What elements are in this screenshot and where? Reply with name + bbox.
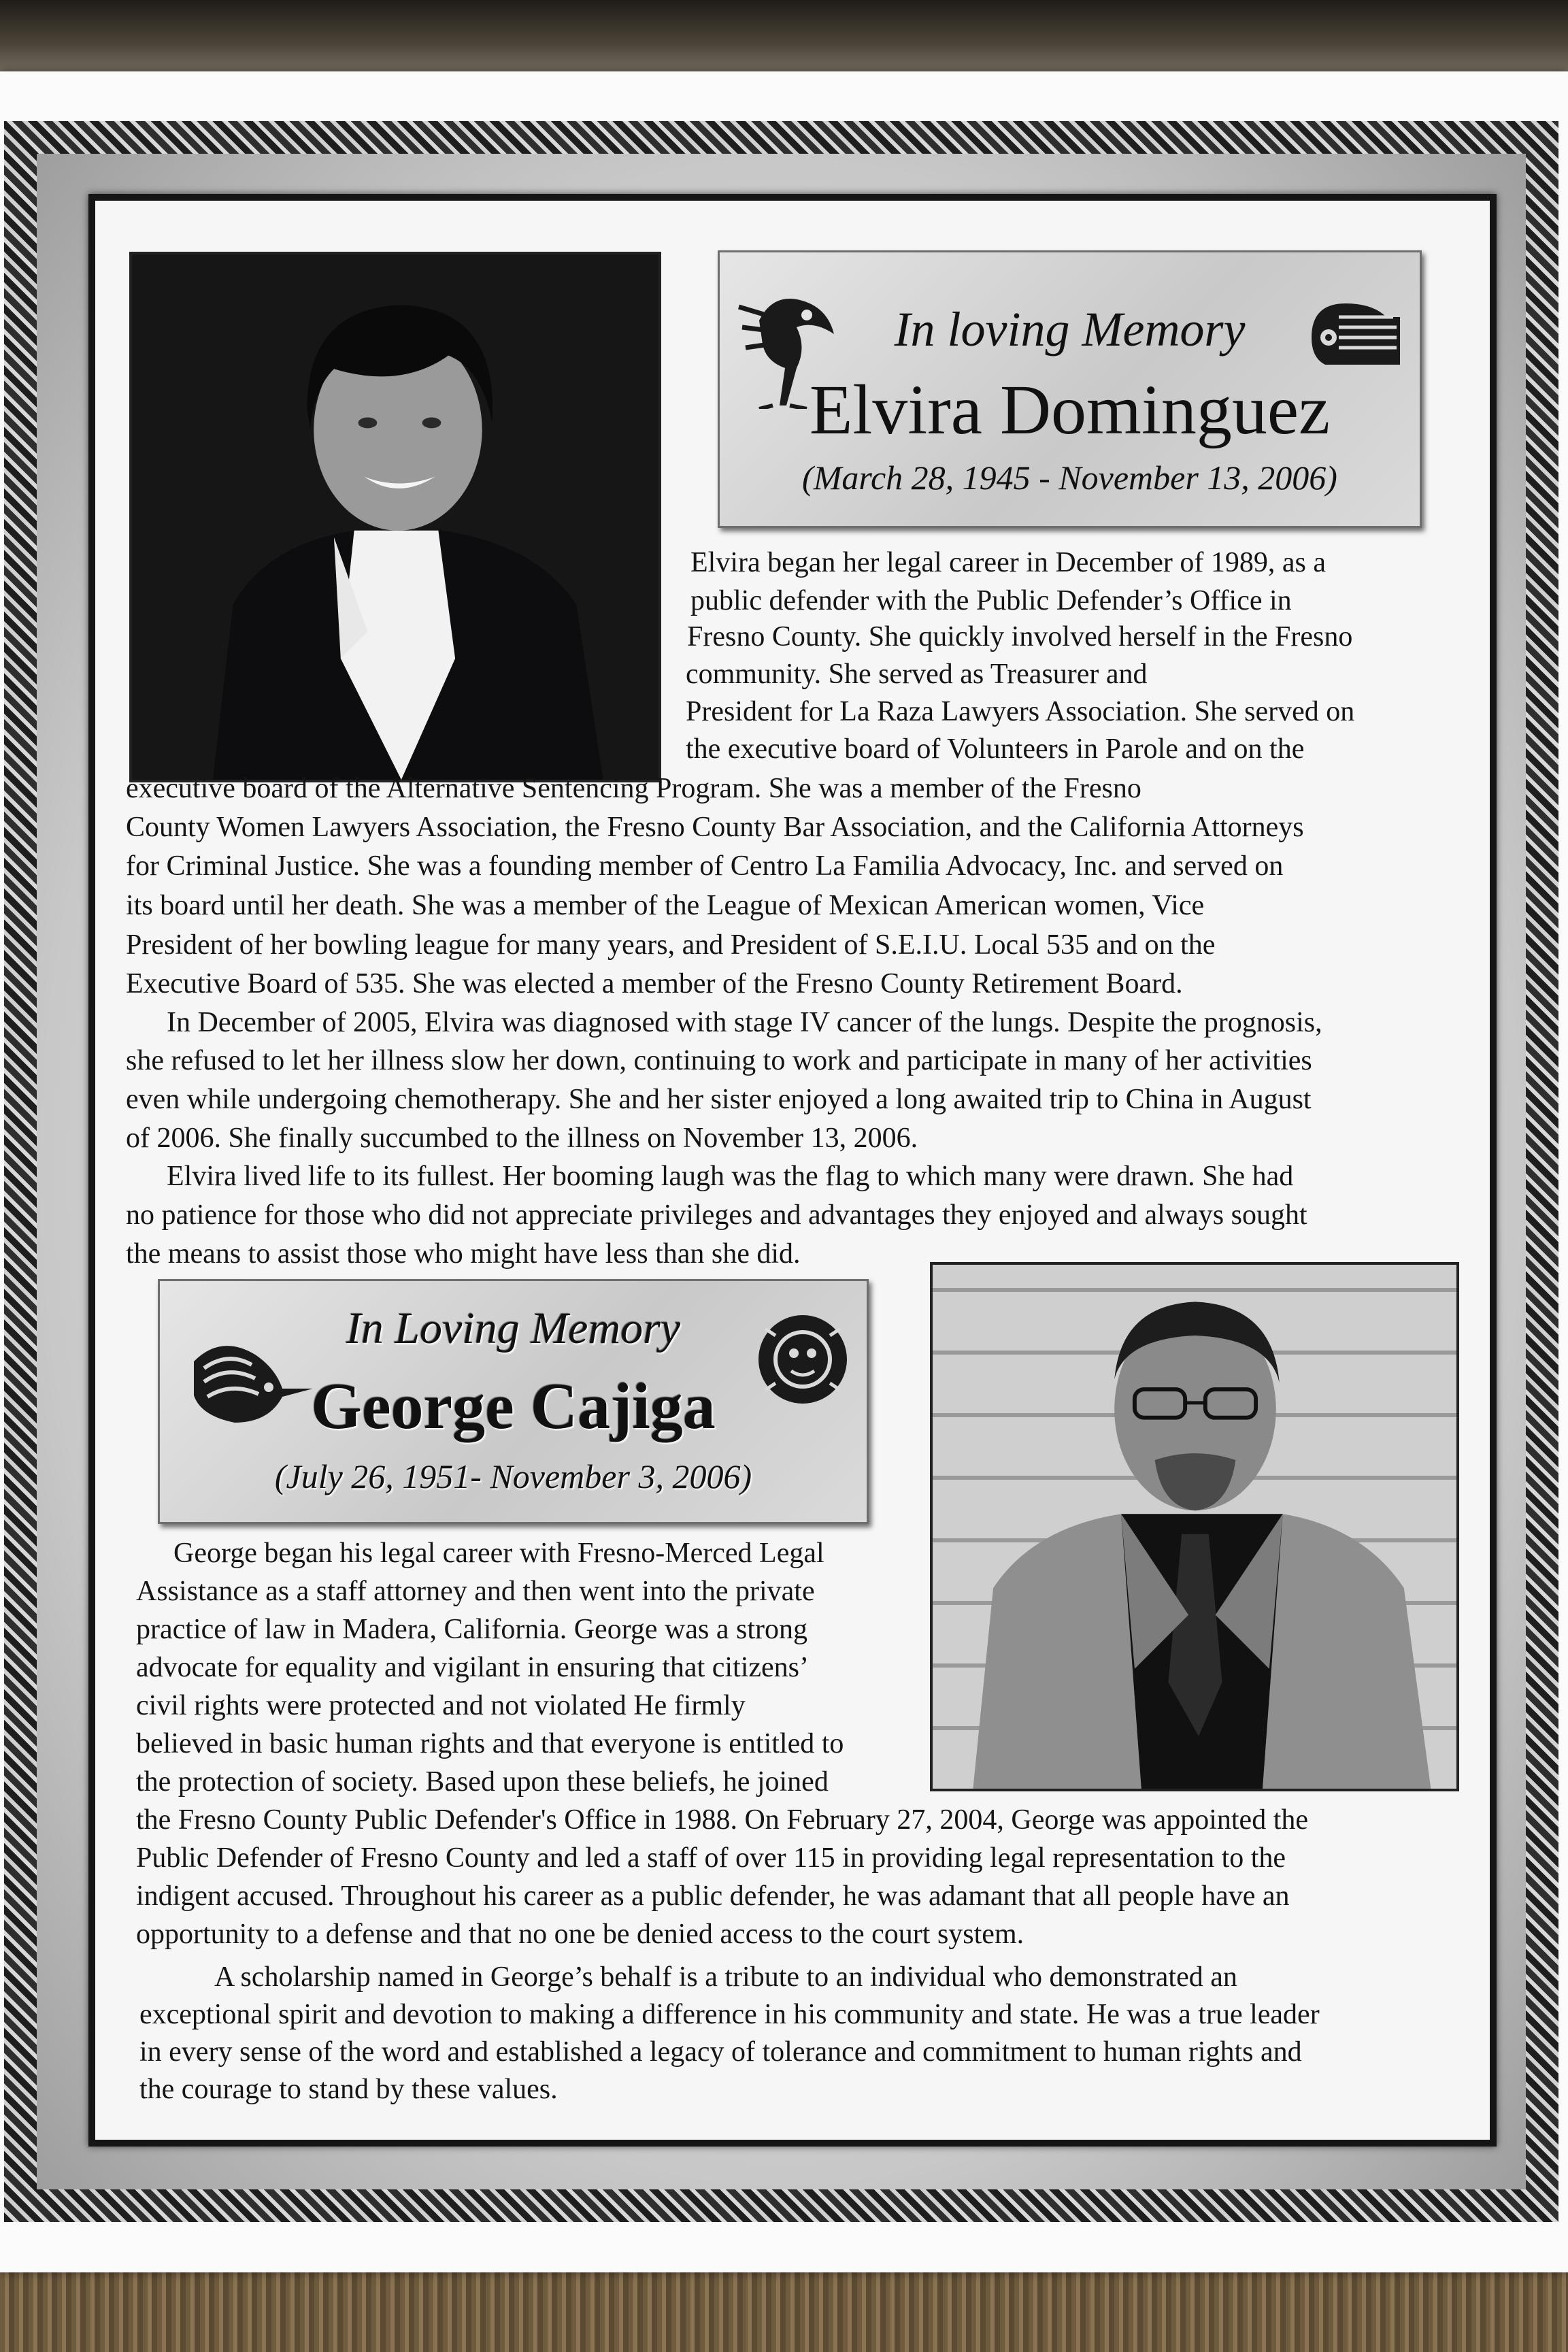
text-line: the means to assist those who might have less than she did. — [126, 1238, 801, 1270]
text-line: the courage to stand by these values. — [139, 2074, 558, 2105]
text-line: County Women Lawyers Association, the Fresno County Bar Association, and the California Attorneys — [126, 812, 1304, 843]
text-line: no patience for those who did not appreciate privileges and advantages they enjoyed and always sought — [126, 1199, 1307, 1231]
text-line: in every sense of the word and established a legacy of tolerance and commitment to human rights and — [139, 2036, 1302, 2068]
text-line: Elvira lived life to its fullest. Her booming laugh was the flag to which many were drawn. She had — [167, 1161, 1294, 1192]
text-line: practice of law in Madera, California. George was a strong — [136, 1614, 808, 1645]
portrait-woman-icon — [132, 254, 658, 780]
elvira-name: Elvira Dominguez — [809, 371, 1331, 449]
text-line: she refused to let her illness slow her down, continuing to work and participate in many of her activities — [126, 1045, 1312, 1076]
text-line: executive board of the Alternative Sentencing Program. She was a member of the Fresno — [126, 773, 1141, 804]
text-line: the Fresno County Public Defender's Office in 1988. On February 27, 2004, George was appointed the — [136, 1804, 1309, 1836]
elvira-memorial-plaque — [718, 250, 1422, 528]
text-line: public defender with the Public Defender’s Office in — [690, 585, 1292, 616]
text-line: for Criminal Justice. She was a founding member of Centro La Familia Advocacy, Inc. and served on — [126, 850, 1284, 882]
text-line: George began his legal career with Fresno-Merced Legal — [173, 1538, 824, 1569]
text-line: civil rights were protected and not violated He firmly — [136, 1690, 746, 1721]
george-name: George Cajiga — [311, 1370, 716, 1442]
text-line: exceptional spirit and devotion to making a difference in his community and state. He was a true leader — [139, 1999, 1320, 2030]
text-line: of 2006. She finally succumbed to the illness on November 13, 2006. — [126, 1123, 918, 1154]
portrait-man-icon — [933, 1265, 1456, 1789]
text-line: even while undergoing chemotherapy. She and her sister enjoyed a long awaited trip to China in August — [126, 1084, 1312, 1115]
george-portrait-photo — [930, 1262, 1459, 1791]
text-line: In December of 2005, Elvira was diagnosed with stage IV cancer of the lungs. Despite the prognosis, — [167, 1007, 1322, 1038]
text-line: Executive Board of 535. She was elected a member of the Fresno County Retirement Board. — [126, 968, 1183, 999]
text-line: the executive board of Volunteers in Parole and on the — [686, 733, 1305, 765]
text-line: Fresno County. She quickly involved herself in the Fresno — [687, 621, 1353, 652]
text-line: its board until her death. She was a member of the League of Mexican American women, Vice — [126, 890, 1205, 921]
text-line: advocate for equality and vigilant in ensuring that citizens’ — [136, 1652, 810, 1683]
text-line: Public Defender of Fresno County and led a staff of over 115 in providing legal representation to the — [136, 1842, 1286, 1874]
text-line: A scholarship named in George’s behalf is a tribute to an individual who demonstrated an — [214, 1961, 1237, 1993]
elvira-portrait-photo — [129, 252, 661, 782]
text-line: the protection of society. Based upon these beliefs, he joined — [136, 1766, 829, 1798]
background-ground-bottom — [0, 2266, 1568, 2352]
george-dates: (July 26, 1951- November 3, 2006) — [274, 1457, 752, 1495]
george-memory-heading: In Loving Memory — [346, 1304, 681, 1353]
text-line: Assistance as a staff attorney and then went into the private — [136, 1576, 815, 1607]
text-line: President of her bowling league for many years, and President of S.E.I.U. Local 535 and on the — [126, 929, 1216, 961]
text-line: indigent accused. Throughout his career as a public defender, he was adamant that all people have an — [136, 1881, 1290, 1912]
elvira-dates: (March 28, 1945 - November 13, 2006) — [802, 459, 1337, 497]
text-line: opportunity to a defense and that no one be denied access to the court system. — [136, 1919, 1024, 1950]
elvira-memory-heading: In loving Memory — [894, 302, 1246, 357]
text-line: community. She served as Treasurer and — [686, 659, 1148, 690]
text-line: President for La Raza Lawyers Association. She served on — [686, 696, 1355, 727]
background-ground-top — [0, 0, 1568, 75]
text-line: believed in basic human rights and that everyone is entitled to — [136, 1728, 844, 1759]
george-memorial-plaque — [158, 1279, 869, 1524]
text-line: Elvira began her legal career in December of 1989, as a — [690, 547, 1327, 578]
